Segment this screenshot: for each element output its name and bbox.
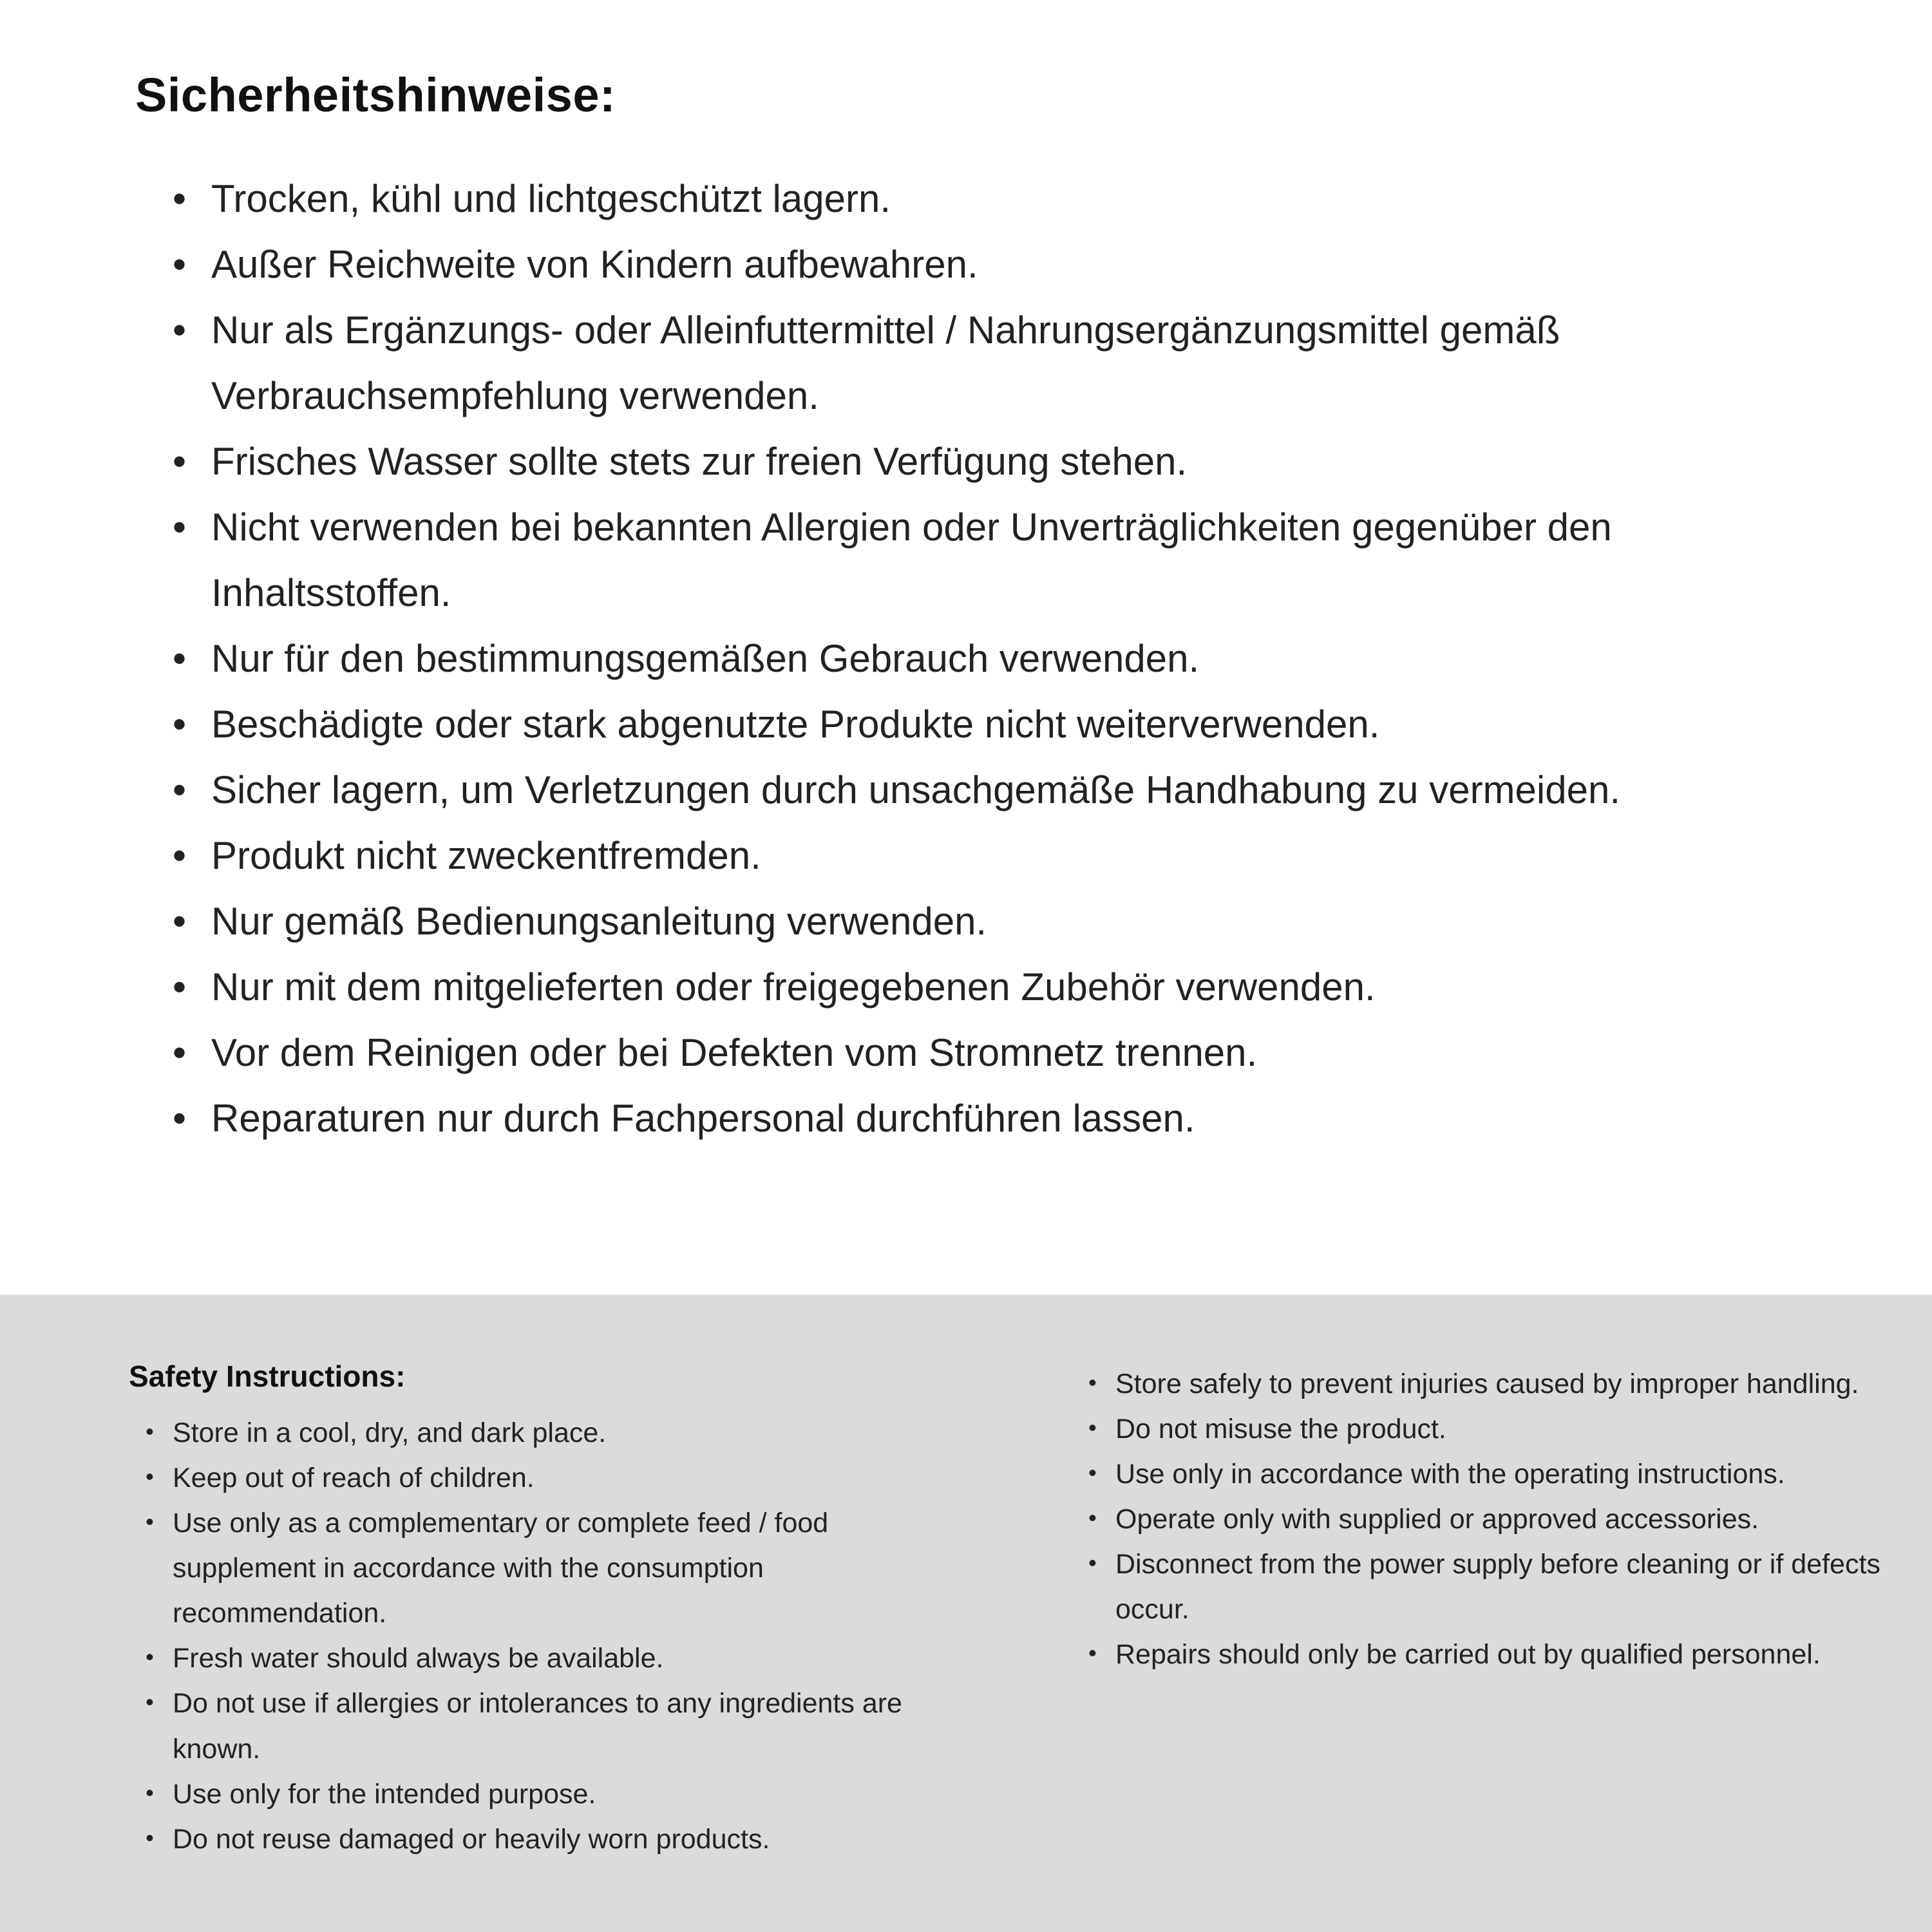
german-section-title: Sicherheitshinweise: [135,68,616,122]
list-item: • Operate only with supplied or approved accessories. [1088,1497,1887,1542]
list-item: • Use only as a complementary or complete feed / food supplement in accordance with the consumption recommendation. [146,1501,966,1636]
english-section-title: Safety Instructions: [129,1359,406,1393]
list-item: • Trocken, kühl und lichtgeschützt lagern. [173,166,1823,232]
english-safety-section [0,1294,1932,1932]
german-safety-list [135,166,1823,1151]
list-item: • Do not misuse the product. [1088,1406,1887,1452]
list-item: • Use only for the intended purpose. [146,1772,966,1817]
list-item: • Repairs should only be carried out by qualified personnel. [1088,1632,1887,1677]
english-safety-list-left [129,1410,966,1862]
list-item: • Reparaturen nur durch Fachpersonal durchführen lassen. [173,1086,1823,1151]
list-item: • Beschädigte oder stark abgenutzte Produkte nicht weiterverwenden. [173,692,1823,757]
list-item: • Do not reuse damaged or heavily worn products. [146,1817,966,1862]
list-item: • Nur für den bestimmungsgemäßen Gebrauch verwenden. [173,626,1823,692]
list-item: • Store in a cool, dry, and dark place. [146,1410,966,1455]
english-left-column [129,1359,966,1932]
list-item: • Nicht verwenden bei bekannten Allergien oder Unverträglichkeiten gegenüber den Inhaltsstoffen. [173,495,1823,626]
list-item: • Nur mit dem mitgelieferten oder freigegebenen Zubehör verwenden. [173,954,1823,1020]
list-item: • Use only in accordance with the operating instructions. [1088,1452,1887,1497]
list-item: • Do not use if allergies or intolerances to any ingredients are known. [146,1681,966,1771]
list-item: • Produkt nicht zweckentfremden. [173,823,1823,889]
list-item: • Disconnect from the power supply before cleaning or if defects occur. [1088,1542,1887,1632]
list-item: • Frisches Wasser sollte stets zur freien Verfügung stehen. [173,429,1823,495]
list-item: • Sicher lagern, um Verletzungen durch unsachgemäße Handhabung zu vermeiden. [173,757,1823,823]
english-right-column [1088,1359,1887,1932]
list-item: • Nur als Ergänzungs- oder Alleinfuttermittel / Nahrungsergänzungsmittel gemäß Verbrauchsempfehlung verwenden. [173,298,1823,429]
list-item: • Fresh water should always be available. [146,1636,966,1681]
list-item: • Außer Reichweite von Kindern aufbewahren. [173,232,1823,298]
english-safety-list-right [1088,1361,1887,1678]
list-item: • Vor dem Reinigen oder bei Defekten vom Stromnetz trennen. [173,1020,1823,1086]
list-item: • Keep out of reach of children. [146,1455,966,1501]
list-item: • Store safely to prevent injuries caused by improper handling. [1088,1361,1887,1406]
list-item: • Nur gemäß Bedienungsanleitung verwenden. [173,889,1823,954]
